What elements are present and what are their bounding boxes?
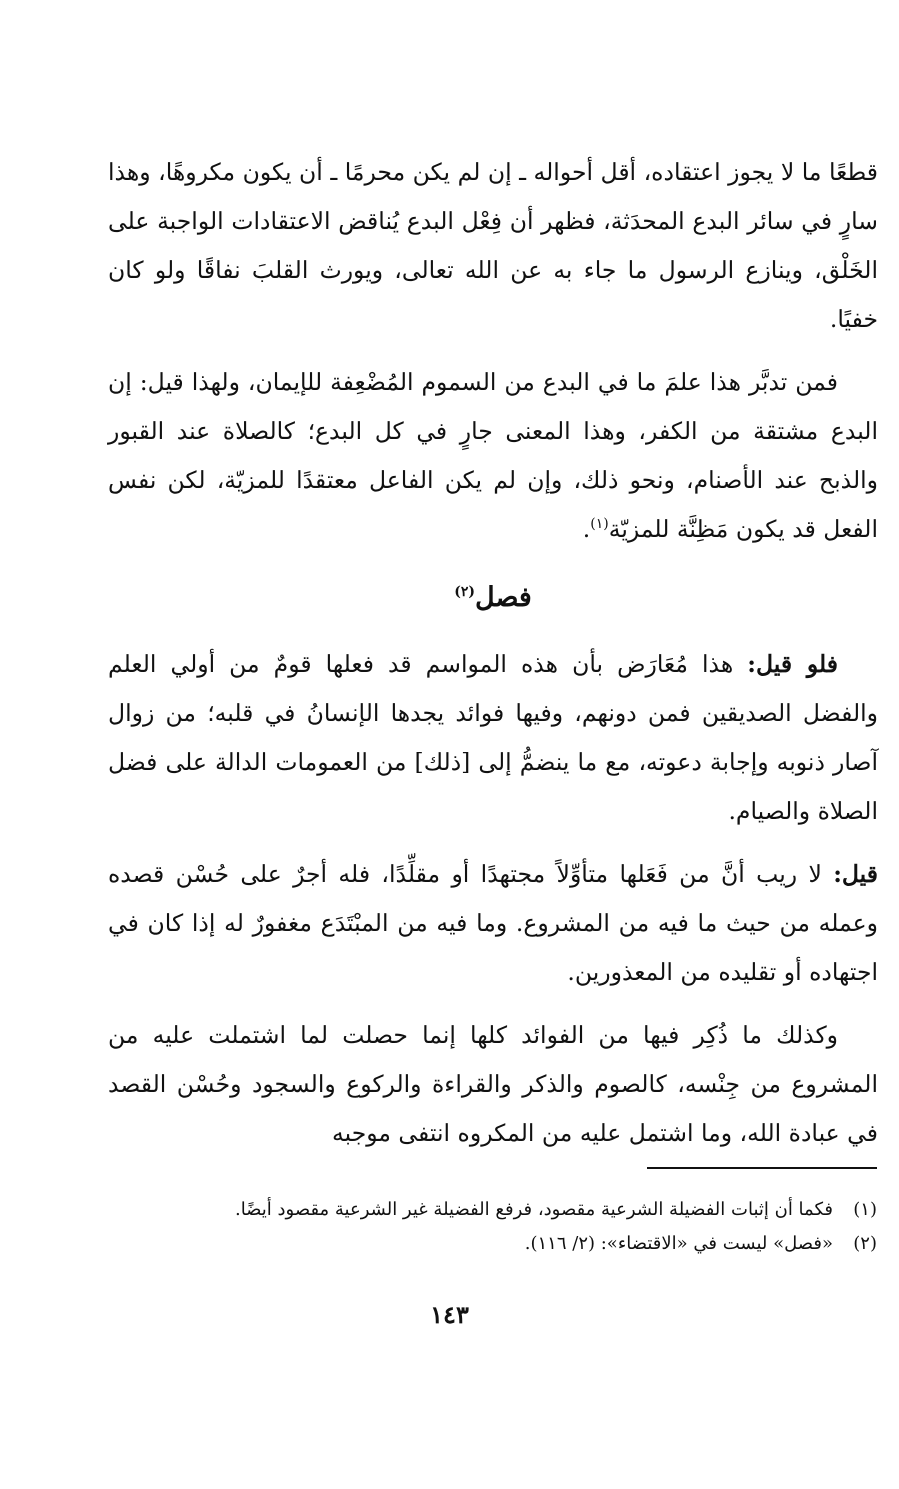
- paragraph-2-end: .: [582, 515, 591, 543]
- footnote-text: فكما أن إثبات الفضيلة الشرعية مقصود، فرفع الفضيلة غير الشرعية مقصود أيضًا.: [234, 1199, 833, 1220]
- paragraph-3-text: هذا مُعَارَض بأن هذه المواسم قد فعلها قومٌ من أولي العلم والفضل الصديقين فمن دونهم، وفيها فوائد يجدها الإنسانُ في قلبه؛ من زوال آصار ذنوبه وإجابة دعوته، مع ما ينضمُّ إلى [ذلك] من العمومات الدالة على فضل الصلاة والصيام.: [108, 650, 878, 825]
- paragraph-5: وكذلك ما ذُكِر فيها من الفوائد كلها إنما حصلت لما اشتملت عليه من المشروع من جِنْسه، كالصوم والذكر والقراءة والركوع والسجود وحُسْن القصد في عبادة الله، وما اشتمل عليه من المكروه انتفى موجبه: [108, 1021, 878, 1147]
- footnote-text: «فصل» ليست في «الاقتضاء»: (٢/ ١١٦).: [524, 1233, 833, 1254]
- footnote-ref-2[interactable]: (٢): [454, 584, 475, 600]
- paragraph-3: [108, 640, 878, 836]
- main-text: [108, 148, 878, 1158]
- footnotes: [108, 1193, 877, 1261]
- paragraph-4-lead: قيل:: [833, 860, 878, 888]
- paragraph-2-text: فمن تدبَّر هذا علمَ ما في البدع من السموم المُضْعِفة للإيمان، ولهذا قيل: إن البدع مشتقة من الكفر، وهذا المعنى جارٍ في كل البدع؛ كالصلاة عند القبور والذبح عند الأصنام، ونحو ذلك، وإن لم يكن الفاعل معتقدًا للمزيّة، لكن نفس الفعل قد يكون مَظِنَّة للمزيّة: [108, 368, 878, 543]
- footnote-item: [108, 1227, 877, 1261]
- footnote-number: (٢): [853, 1233, 877, 1254]
- paragraph-4: [108, 850, 878, 997]
- footnote-number: (١): [853, 1199, 877, 1220]
- paragraph-2: [108, 358, 878, 554]
- paragraph-4-text: لا ريب أنَّ من فَعَلها متأوِّلاً مجتهدًا أو مقلِّدًا، فله أجرٌ على حُسْن قصده وعمله من حيث ما فيه من المشروع. وما فيه من المبْتَدَع مغفورٌ له إذا كان في اجتهاده أو تقليده من المعذورين.: [108, 860, 878, 986]
- footnote-divider: [647, 1167, 877, 1169]
- section-heading: [108, 572, 878, 624]
- footnote-ref-1[interactable]: (١): [590, 516, 609, 533]
- paragraph-3-lead: فلو قيل:: [747, 650, 838, 678]
- paragraph-1: قطعًا ما لا يجوز اعتقاده، أقل أحواله ـ إن لم يكن محرمًا ـ أن يكون مكروهًا، وهذا سارٍ في سائر البدع المحدَثة، فظهر أن فِعْل البدع يُناقض الاعتقادات الواجبة على الخَلْق، وينازع الرسول ما جاء به عن الله تعالى، ويورث القلبَ نفاقًا ولو كان خفيًا.: [108, 158, 878, 333]
- page-number: ١٤٣: [430, 1300, 469, 1329]
- section-heading-text: فصل: [475, 582, 532, 613]
- footnote-item: [108, 1193, 877, 1227]
